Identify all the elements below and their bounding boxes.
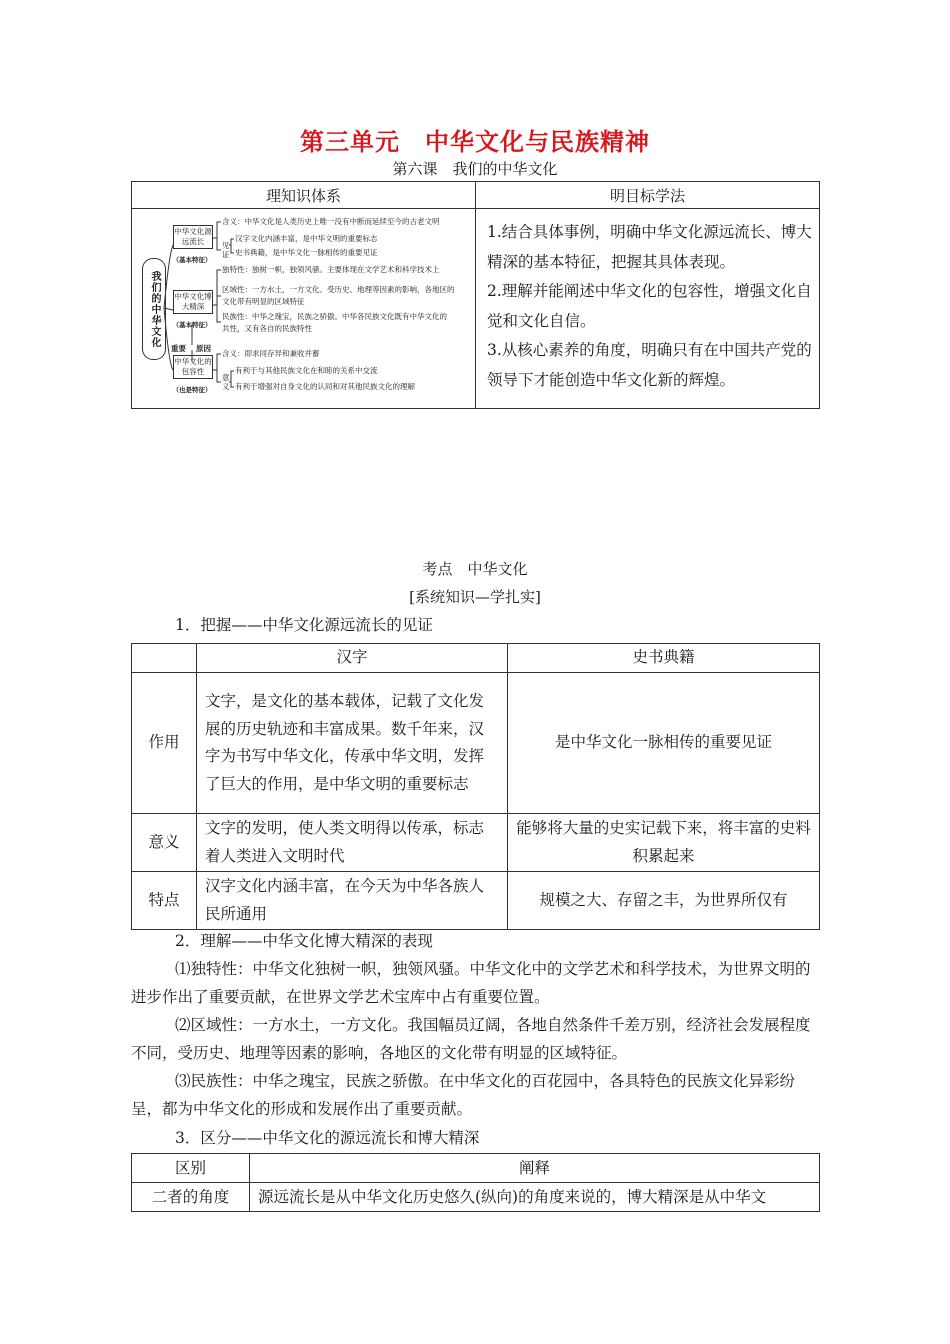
overview-header-goals: 明目标学法	[476, 182, 820, 209]
mindmap-b2-region-a: 区域性：一方水土，一方文化。受历史、地理等因素的影响，各地区的	[222, 285, 455, 294]
witness-table	[131, 643, 820, 930]
mindmap-b2-region-b: 文化带有明显的区域特征	[222, 297, 305, 306]
item2-point: ⑴独特性：中华文化独树一帜，独领风骚。中华文化中的文学艺术和科学技术，为世界文明的进步作出了重要贡献，在世界文学艺术宝库中占有重要位置。	[131, 960, 811, 1006]
mindmap-node-broad-profound: 中华文化博大精深	[173, 290, 213, 314]
section-subtitle: [系统知识—学扎实]	[409, 588, 541, 606]
witness-header-books: 史书典籍	[508, 644, 820, 673]
witness-cell-books: 规模之大、存留之丰，为世界所仅有	[508, 872, 820, 930]
witness-cell-books: 是中华文化一脉相传的重要见证	[508, 673, 820, 814]
distinction-table	[131, 1153, 820, 1212]
mindmap-b1-meaning: 含义：中华文化是人类历史上唯一没有中断而延续至今的古老文明	[222, 217, 440, 226]
mindmap-caption-also-feature: （也是特征）	[172, 386, 212, 394]
mindmap-node-long-history: 中华文化源远流长	[173, 225, 213, 249]
mindmap-cell	[132, 209, 476, 409]
witness-header-blank	[132, 644, 197, 673]
goal-item: 2.理解并能阐述中华文化的包容性，增强文化自觉和文化自信。	[487, 282, 812, 330]
witness-row-label: 作用	[132, 673, 197, 814]
witness-cell-hanzi: 文字的发明，使人类文明得以传承，标志着人类进入文明时代	[197, 814, 508, 872]
mindmap-b1-witness-1: 汉字文化内涵丰富，是中华文明的重要标志	[235, 234, 378, 243]
mindmap-b3-sig-1: 有利于与其他民族文化在和睦的关系中交流	[235, 366, 378, 375]
mindmap-b3-significance-label: 意义	[222, 373, 230, 391]
mindmap-b3-meaning: 含义：即求同存异和兼收并蓄	[222, 349, 320, 358]
mindmap-caption-basic-1: （基本特征）	[172, 256, 212, 264]
item1-heading: 1．把握——中华文化源远流长的见证	[175, 616, 433, 634]
overview-table	[131, 181, 820, 409]
distinction-row-text: 源远流长是从中华文化历史悠久(纵向)的角度来说的，博大精深是从中华文	[250, 1183, 820, 1212]
witness-header-hanzi: 汉字	[197, 644, 508, 673]
distinction-row-label: 二者的角度	[132, 1183, 250, 1212]
mindmap-b1-witness-label: 见证	[222, 241, 230, 259]
witness-row-label: 意义	[132, 814, 197, 872]
mindmap-b2-ethnic-a: 民族性：中华之瑰宝，民族之骄傲。中华各民族文化既有中华文化的	[222, 312, 447, 321]
overview-header-knowledge: 理知识体系	[132, 182, 476, 209]
mindmap-b2-ethnic-b: 共性，又有各自的民族特性	[222, 324, 312, 333]
mindmap-connector-reason: 原因	[196, 344, 211, 353]
goals-cell	[476, 209, 820, 409]
lesson-title: 第六课 我们的中华文化	[392, 160, 558, 178]
mindmap-root: 我们的中华文化	[142, 258, 166, 360]
item2-point: ⑵区域性：一方水土，一方文化。我国幅员辽阔，各地自然条件千差万别，经济社会发展程度不同，受历史、地理等因素的影响，各地区的文化带有明显的区域特征。	[131, 1016, 811, 1062]
distinction-header-diff: 区别	[132, 1154, 250, 1183]
mindmap-connector-important: 重要	[171, 344, 186, 353]
mindmap-b3-sig-2: 有利于增强对自身文化的认同和对其他民族文化的理解	[235, 382, 415, 391]
distinction-header-explain: 阐释	[250, 1154, 820, 1183]
goals-list	[477, 210, 818, 395]
item2-point: ⑶民族性：中华之瑰宝，民族之骄傲。在中华文化的百花园中，各具特色的民族文化异彩纷呈，都为中华文化的形成和发展作出了重要贡献。	[131, 1072, 796, 1118]
witness-row-label: 特点	[132, 872, 197, 930]
mindmap-b2-unique: 独特性：独树一帜，独领风骚。主要体现在文学艺术和科学技术上	[222, 265, 440, 274]
mindmap-node-inclusiveness: 中华文化的包容性	[173, 355, 213, 379]
item3-heading: 3．区分——中华文化的源远流长和博大精深	[175, 1129, 480, 1147]
goal-item: 3.从核心素养的角度，明确只有在中国共产党的领导下才能创造中华文化新的辉煌。	[487, 341, 812, 389]
section-title: 考点 中华文化	[422, 560, 528, 578]
witness-cell-books: 能够将大量的史实记载下来，将丰富的史料积累起来	[508, 814, 820, 872]
mindmap-caption-basic-2: （基本特征）	[172, 321, 212, 329]
goal-item: 1.结合具体事例，明确中华文化源远流长、博大精深的基本特征，把握其具体表现。	[487, 223, 812, 271]
item2-heading: 2．理解——中华文化博大精深的表现	[175, 932, 433, 950]
unit-title: 第三单元 中华文化与民族精神	[300, 128, 650, 156]
witness-cell-hanzi: 文字，是文化的基本载体，记载了文化发展的历史轨迹和丰富成果。数千年来，汉字为书写中华文化，传承中华文明，发挥了巨大的作用，是中华文明的重要标志	[197, 673, 508, 814]
mindmap-b1-witness-2: 史书典籍，是中华文化一脉相传的重要见证	[235, 248, 378, 257]
knowledge-mindmap	[133, 210, 473, 407]
witness-cell-hanzi: 汉字文化内涵丰富，在今天为中华各族人民所通用	[197, 872, 508, 930]
